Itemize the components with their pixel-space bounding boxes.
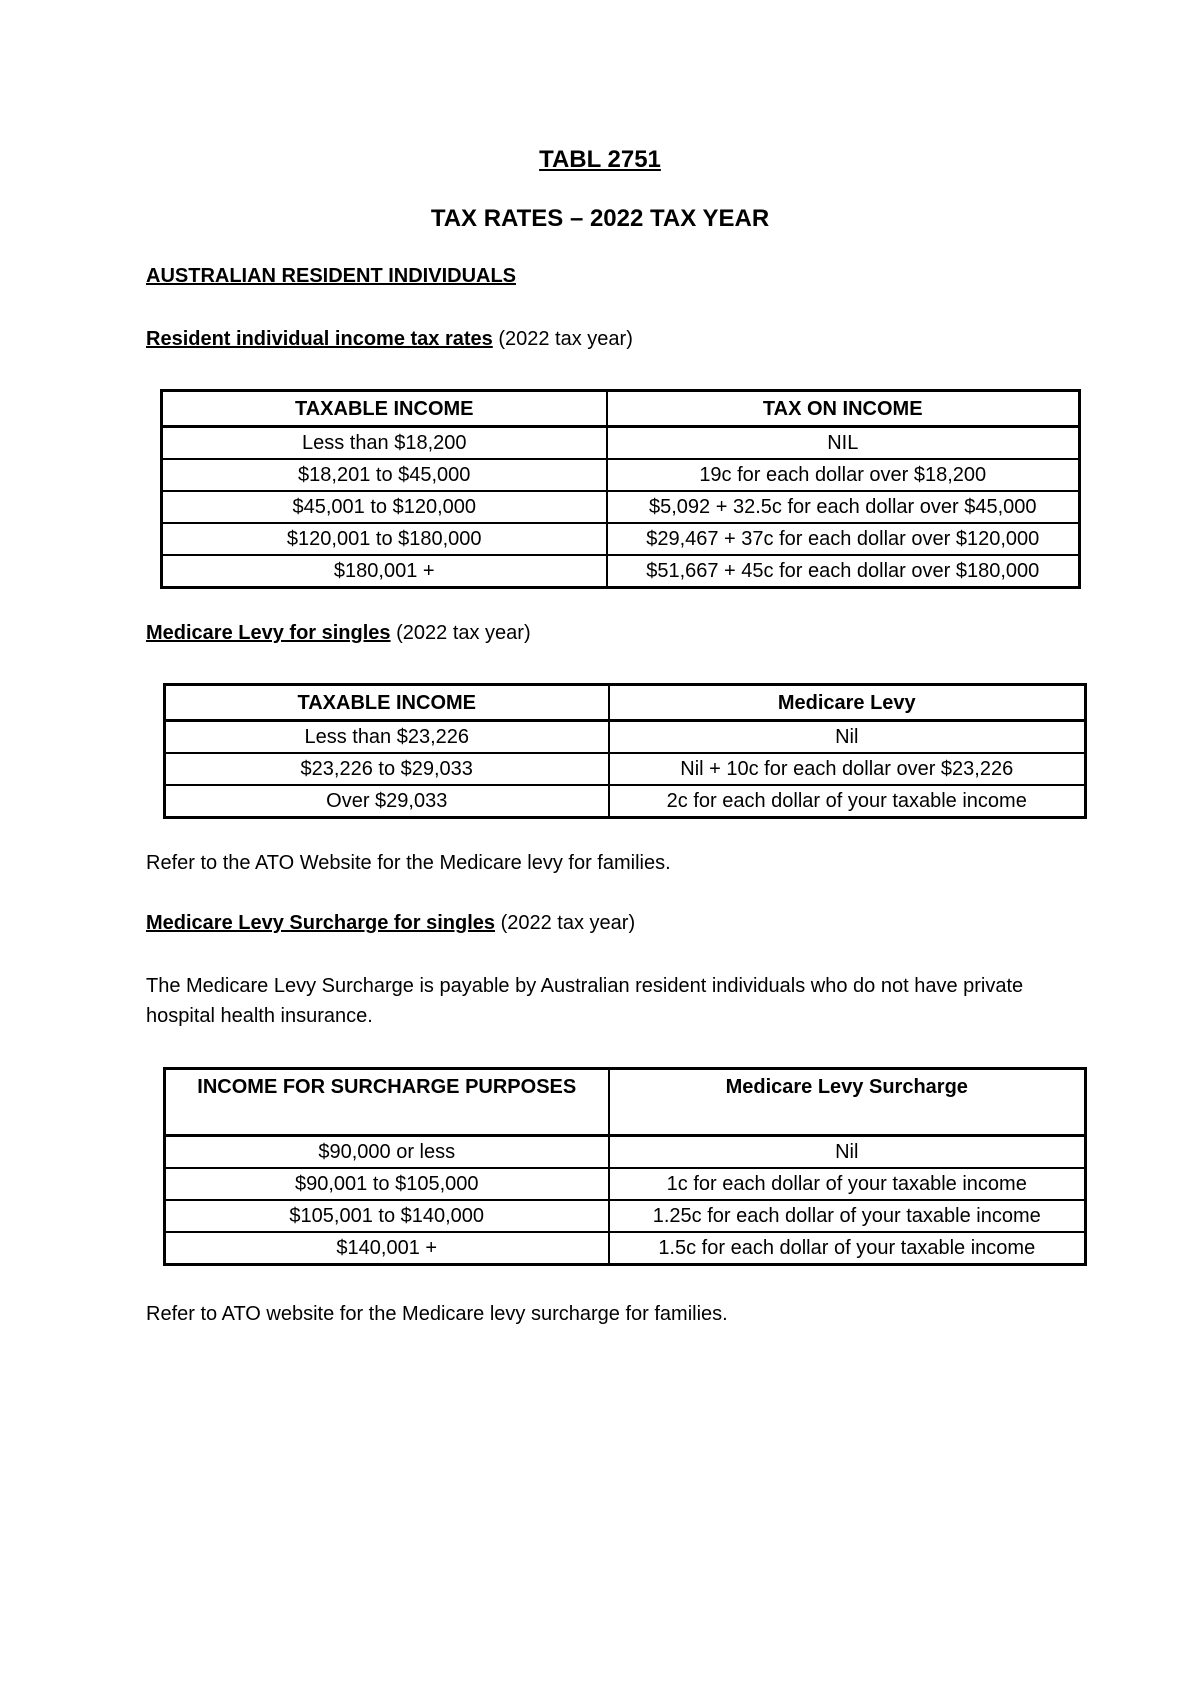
medicare-levy-heading-text: Medicare Levy for singles: [146, 622, 391, 644]
surcharge-heading: [146, 912, 635, 935]
table-cell: 1c for each dollar of your taxable income: [609, 1168, 1086, 1200]
table-cell: $18,201 to $45,000: [162, 459, 607, 491]
table-cell: 1.5c for each dollar of your taxable income: [609, 1232, 1086, 1265]
column-header: TAXABLE INCOME: [165, 685, 609, 721]
table-cell: Nil + 10c for each dollar over $23,226: [609, 753, 1086, 785]
table-header-row: [165, 685, 1086, 721]
income-tax-heading-text: Resident individual income tax rates: [146, 328, 493, 350]
table-row: [165, 1168, 1086, 1200]
table-cell: $90,001 to $105,000: [165, 1168, 609, 1200]
column-header: Medicare Levy Surcharge: [609, 1069, 1086, 1136]
table-row: [165, 721, 1086, 754]
column-header: TAX ON INCOME: [607, 391, 1080, 427]
table-cell: $140,001 +: [165, 1232, 609, 1265]
surcharge-description: The Medicare Levy Surcharge is payable by Australian resident individuals who do not have private hospital health insurance.: [146, 975, 1024, 1027]
table-cell: NIL: [607, 427, 1080, 460]
medicare-levy-heading-suffix: (2022 tax year): [390, 622, 531, 644]
surcharge-heading-suffix: (2022 tax year): [495, 912, 636, 934]
table-row: [162, 523, 1080, 555]
table-cell: 1.25c for each dollar of your taxable income: [609, 1200, 1086, 1232]
table-row: [165, 753, 1086, 785]
table-cell: Nil: [609, 1136, 1086, 1169]
income-tax-heading: [146, 328, 633, 351]
table-row: [162, 459, 1080, 491]
table-header-row: [165, 1069, 1086, 1136]
table-row: [165, 1136, 1086, 1169]
table-cell: $5,092 + 32.5c for each dollar over $45,000: [607, 491, 1080, 523]
surcharge-note: Refer to ATO website for the Medicare levy surcharge for families.: [146, 1303, 728, 1325]
table-cell: $29,467 + 37c for each dollar over $120,000: [607, 523, 1080, 555]
medicare-levy-note: Refer to the ATO Website for the Medicare levy for families.: [146, 852, 671, 874]
table-cell: Less than $23,226: [165, 721, 609, 754]
table-row: [162, 491, 1080, 523]
table-cell: $105,001 to $140,000: [165, 1200, 609, 1232]
table-row: [162, 555, 1080, 588]
income-tax-table: [160, 389, 1081, 589]
medicare-levy-table: [163, 683, 1087, 819]
table-row: [165, 785, 1086, 818]
table-row: [162, 427, 1080, 460]
table-row: [165, 1232, 1086, 1265]
table-header-row: [162, 391, 1080, 427]
table-cell: 2c for each dollar of your taxable income: [609, 785, 1086, 818]
surcharge-heading-text: Medicare Levy Surcharge for singles: [146, 912, 496, 934]
table-cell: Nil: [609, 721, 1086, 754]
document-title: TAX RATES – 2022 TAX YEAR: [430, 205, 770, 232]
column-header: Medicare Levy: [609, 685, 1086, 721]
table-cell: 19c for each dollar over $18,200: [607, 459, 1080, 491]
table-cell: $51,667 + 45c for each dollar over $180,000: [607, 555, 1080, 588]
column-header: TAXABLE INCOME: [162, 391, 607, 427]
table-cell: $45,001 to $120,000: [162, 491, 607, 523]
surcharge-table: [163, 1067, 1087, 1266]
table-cell: $90,000 or less: [165, 1136, 609, 1169]
section-heading: AUSTRALIAN RESIDENT INDIVIDUALS: [146, 265, 517, 287]
medicare-levy-heading: [146, 622, 531, 645]
table-cell: $120,001 to $180,000: [162, 523, 607, 555]
table-row: [165, 1200, 1086, 1232]
table-cell: Over $29,033: [165, 785, 609, 818]
table-cell: Less than $18,200: [162, 427, 607, 460]
course-code: TABL 2751: [539, 146, 661, 173]
column-header: INCOME FOR SURCHARGE PURPOSES: [165, 1069, 609, 1136]
table-cell: $180,001 +: [162, 555, 607, 588]
income-tax-heading-suffix: (2022 tax year): [492, 328, 633, 350]
table-cell: $23,226 to $29,033: [165, 753, 609, 785]
